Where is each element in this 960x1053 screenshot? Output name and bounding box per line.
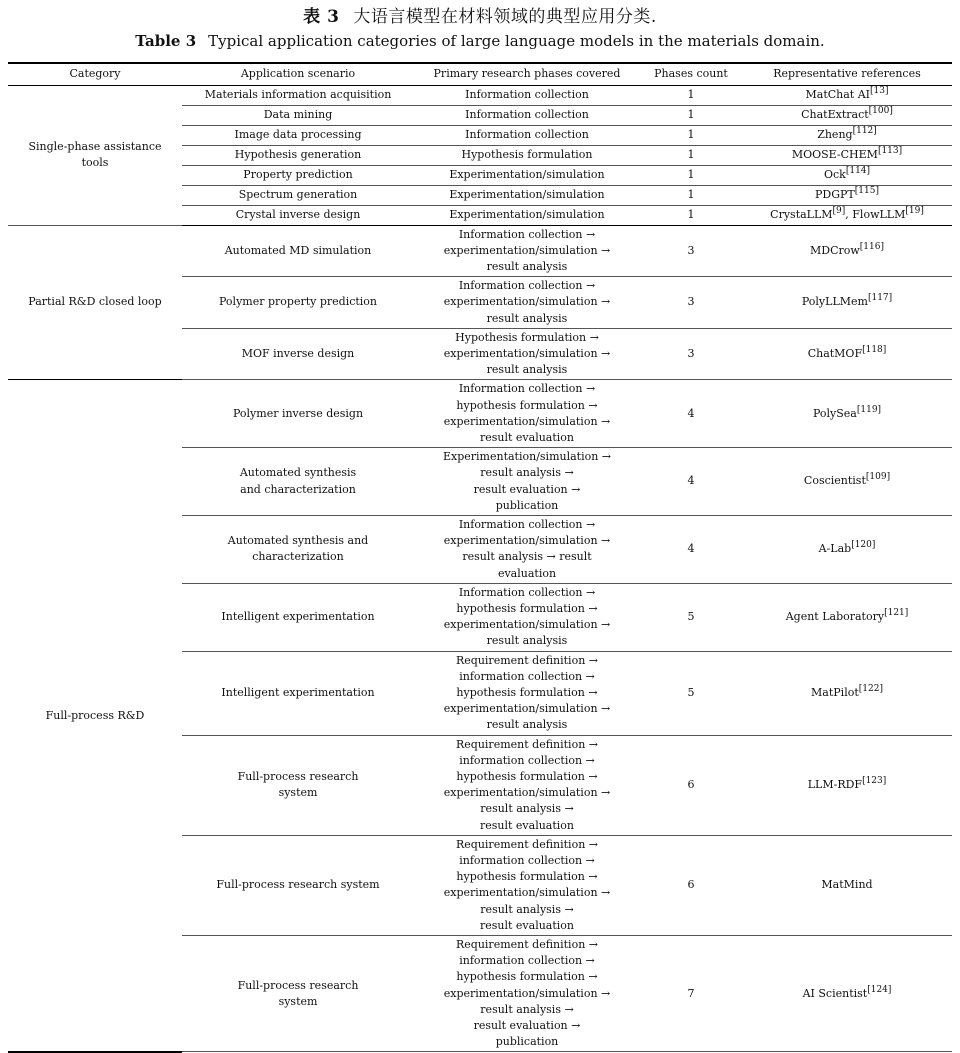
reference-name: Agent Laboratory	[785, 610, 885, 624]
phase-line: experimentation/simulation →	[443, 295, 611, 309]
reference-cell	[742, 105, 952, 125]
phases-cell	[414, 185, 640, 205]
reference-cell	[742, 936, 952, 1052]
citation-number: [122]	[858, 683, 883, 694]
phase-line: hypothesis formulation →	[456, 970, 598, 984]
phase-line: Information collection →	[458, 585, 596, 599]
citation-number: [112]	[852, 125, 877, 136]
phase-line: information collection →	[459, 954, 595, 968]
phase-line: experimentation/simulation →	[443, 986, 611, 1000]
phases-count-cell: 1	[640, 125, 742, 145]
reference-cell	[742, 225, 952, 277]
table-body	[8, 85, 952, 1052]
reference-name: AI Scientist	[802, 986, 868, 1000]
phase-line: Experimentation/simulation	[449, 167, 605, 181]
phase-line: publication	[495, 498, 559, 512]
reference-cell	[742, 583, 952, 651]
phase-line: information collection →	[459, 669, 595, 683]
phase-line: Hypothesis formulation →	[455, 330, 599, 344]
phase-line: experimentation/simulation →	[443, 346, 611, 360]
citation-number: [123]	[862, 776, 887, 787]
phases-count-cell: 4	[640, 515, 742, 583]
phases-count-cell: 5	[640, 583, 742, 651]
category-label: Single-phase assistance tools	[28, 139, 162, 169]
phase-line: Requirement definition →	[456, 938, 598, 952]
reference-name: Ock	[823, 167, 846, 181]
category-cell	[8, 85, 182, 225]
table-row	[8, 85, 952, 105]
scenario-cell	[182, 85, 414, 105]
phases-cell	[414, 125, 640, 145]
caption-english	[0, 30, 960, 52]
scenario-cell	[182, 105, 414, 125]
phase-line: Requirement definition →	[456, 837, 598, 851]
citation-number: [117]	[867, 293, 893, 304]
reference-cell	[742, 145, 952, 165]
phases-count-cell: 4	[640, 380, 742, 448]
reference-cell	[742, 448, 952, 516]
phase-line: Information collection →	[458, 279, 596, 293]
citation-number: [116]	[859, 241, 884, 252]
scenario-text: Automated MD simulation	[224, 243, 372, 257]
phases-count-cell: 6	[640, 835, 742, 935]
phase-line: result evaluation	[479, 918, 575, 932]
scenario-cell	[182, 936, 414, 1052]
reference-cell	[742, 165, 952, 185]
phase-line: result analysis	[486, 259, 568, 273]
phases-count-cell: 3	[640, 277, 742, 329]
caption-cn-text: 大语言模型在材料领域的典型应用分类.	[353, 7, 657, 27]
scenario-cell	[182, 185, 414, 205]
reference-cell	[742, 651, 952, 735]
reference-name: MDCrow	[810, 243, 860, 257]
scenario-text: Spectrum generation	[238, 187, 358, 201]
phases-cell	[414, 225, 640, 277]
scenario-cell	[182, 380, 414, 448]
scenario-cell	[182, 328, 414, 380]
reference-cell	[742, 380, 952, 448]
phase-line: result analysis →	[480, 466, 574, 480]
phase-line: result analysis	[486, 363, 568, 377]
scenario-text: Intelligent experimentation	[221, 610, 375, 624]
phases-cell	[414, 515, 640, 583]
phases-cell	[414, 583, 640, 651]
phase-line: experimentation/simulation →	[443, 534, 611, 548]
reference-cell	[742, 185, 952, 205]
phases-cell	[414, 835, 640, 935]
phases-count-cell: 1	[640, 185, 742, 205]
scenario-text: Image data processing	[234, 127, 362, 141]
reference-cell	[742, 205, 952, 225]
phases-count-cell: 3	[640, 328, 742, 380]
reference-name: MatChat AI	[805, 87, 871, 101]
header-category: Category	[8, 63, 182, 85]
phase-line: hypothesis formulation →	[456, 770, 598, 783]
citation-number: [109]	[865, 472, 891, 483]
scenario-cell	[182, 735, 414, 835]
phases-cell	[414, 165, 640, 185]
phase-line: result analysis	[486, 634, 568, 648]
phases-cell	[414, 380, 640, 448]
phase-line: result analysis →	[480, 902, 574, 916]
phase-line: Information collection	[465, 127, 589, 141]
reference-name: PolySea	[812, 406, 857, 420]
phase-line: experimentation/simulation →	[443, 886, 611, 900]
phase-line: experimentation/simulation →	[443, 414, 611, 428]
phases-cell	[414, 105, 640, 125]
phase-line: Requirement definition →	[456, 653, 598, 667]
scenario-cell	[182, 165, 414, 185]
scenario-text: Property prediction	[243, 167, 353, 181]
reference-name: Zheng	[817, 127, 853, 141]
caption-cn-label: 表 3	[303, 7, 340, 27]
scenario-cell	[182, 515, 414, 583]
caption-chinese	[0, 4, 960, 30]
phase-line: experimentation/simulation →	[443, 618, 611, 632]
scenario-text: Crystal inverse design	[235, 207, 361, 221]
phase-line: result analysis →	[480, 802, 574, 816]
reference-name: PolyLLMem	[801, 295, 868, 309]
table-caption	[0, 0, 960, 52]
citation-number: [13]	[870, 85, 889, 96]
phase-line: Information collection →	[458, 382, 596, 396]
scenario-cell	[182, 277, 414, 329]
scenario-text: Data mining	[263, 107, 333, 121]
scenario-line: and characterization	[240, 482, 356, 496]
scenario-line: Automated synthesis and	[227, 534, 369, 548]
scenario-cell	[182, 651, 414, 735]
citation-number: [19]	[905, 205, 924, 216]
phases-count-cell: 7	[640, 936, 742, 1052]
citation-number: [100]	[868, 105, 893, 116]
table-row	[8, 225, 952, 277]
phases-cell	[414, 651, 640, 735]
scenario-text: Materials information acquisition	[204, 87, 392, 101]
reference-name: , FlowLLM	[845, 207, 906, 221]
phase-line: Hypothesis formulation	[461, 147, 593, 161]
phase-line: experimentation/simulation →	[443, 702, 611, 716]
category-cell	[8, 225, 182, 380]
reference-name: MatPilot	[811, 685, 859, 699]
citation-number: [124]	[867, 984, 892, 995]
phases-count-cell: 3	[640, 225, 742, 277]
phase-line: information collection →	[459, 854, 595, 868]
scenario-line: Full-process research	[237, 770, 359, 783]
citation-number: [114]	[845, 165, 871, 176]
header-references: Representative references	[742, 63, 952, 85]
reference-cell	[742, 835, 952, 935]
phase-line: evaluation	[497, 566, 557, 580]
phase-line: Information collection	[465, 87, 589, 101]
phase-line: Information collection →	[458, 517, 596, 531]
scenario-line: Full-process research	[237, 978, 359, 992]
citation-number: [115]	[854, 185, 879, 196]
scenario-line: system	[278, 994, 318, 1008]
phases-count-cell: 1	[640, 105, 742, 125]
scenario-cell	[182, 145, 414, 165]
reference-cell	[742, 735, 952, 835]
scenario-cell	[182, 225, 414, 277]
header-research-phases: Primary research phases covered	[414, 63, 640, 85]
reference-cell	[742, 328, 952, 380]
citation-number: [120]	[851, 540, 876, 551]
phase-line: result evaluation	[479, 430, 575, 444]
phases-cell	[414, 277, 640, 329]
phases-cell	[414, 735, 640, 835]
phases-cell	[414, 85, 640, 105]
citation-number: [118]	[862, 344, 887, 355]
reference-name: ChatExtract	[801, 107, 869, 121]
scenario-text: MOF inverse design	[241, 346, 355, 360]
phase-line: result evaluation →	[473, 482, 581, 496]
scenario-text: Intelligent experimentation	[221, 685, 375, 699]
phase-line: experimentation/simulation →	[443, 243, 611, 257]
caption-en-label: Table 3	[135, 32, 197, 50]
citation-number: [119]	[856, 404, 882, 415]
category-cell	[8, 380, 182, 1052]
reference-name: CrystaLLM	[770, 207, 833, 221]
header-application-scenario: Application scenario	[182, 63, 414, 85]
phase-line: result evaluation	[479, 818, 575, 832]
reference-name: ChatMOF	[807, 346, 863, 360]
scenario-text: Polymer inverse design	[232, 406, 364, 420]
phase-line: hypothesis formulation →	[456, 685, 598, 699]
phase-line: Experimentation/simulation →	[442, 450, 612, 464]
phase-line: result analysis →	[480, 1002, 574, 1016]
scenario-line: characterization	[252, 550, 344, 564]
phases-count-cell: 1	[640, 165, 742, 185]
scenario-text: Hypothesis generation	[234, 147, 362, 161]
scenario-cell	[182, 583, 414, 651]
table-header-row	[8, 63, 952, 85]
phases-cell	[414, 328, 640, 380]
citation-number: [113]	[877, 145, 903, 156]
applications-table	[8, 62, 952, 1053]
phases-count-cell: 6	[640, 735, 742, 835]
category-label: Full-process R&D	[45, 708, 145, 722]
reference-name: MOOSE-CHEM	[791, 147, 878, 161]
phases-count-cell: 1	[640, 85, 742, 105]
reference-name: Coscientist	[803, 474, 866, 488]
category-label: Partial R&D closed loop	[28, 295, 162, 309]
phase-line: Information collection	[465, 107, 589, 121]
citation-number: [121]	[884, 608, 909, 619]
phases-count-cell: 1	[640, 205, 742, 225]
phases-count-cell: 1	[640, 145, 742, 165]
phases-cell	[414, 145, 640, 165]
phases-count-cell: 5	[640, 651, 742, 735]
scenario-cell	[182, 835, 414, 935]
phase-line: result evaluation →	[473, 1019, 581, 1033]
reference-cell	[742, 277, 952, 329]
phase-line: Information collection →	[458, 227, 596, 241]
phase-line: result analysis	[486, 311, 568, 325]
reference-cell	[742, 85, 952, 105]
scenario-line: system	[278, 786, 318, 800]
reference-name: LLM-RDF	[807, 778, 863, 792]
header-phases-count: Phases count	[640, 63, 742, 85]
scenario-cell	[182, 125, 414, 145]
scenario-text: Polymer property prediction	[218, 295, 378, 309]
scenario-line: Automated synthesis	[239, 466, 357, 480]
phases-cell	[414, 448, 640, 516]
table-row	[8, 380, 952, 448]
phase-line: result analysis → result	[462, 550, 592, 564]
reference-name: MatMind	[821, 878, 873, 892]
reference-cell	[742, 515, 952, 583]
phase-line: experimentation/simulation →	[443, 786, 611, 800]
phase-line: information collection →	[459, 753, 595, 767]
reference-cell	[742, 125, 952, 145]
phases-cell	[414, 936, 640, 1052]
phase-line: Experimentation/simulation	[449, 207, 605, 221]
phase-line: Experimentation/simulation	[449, 187, 605, 201]
phase-line: publication	[495, 1035, 559, 1049]
phase-line: hypothesis formulation →	[456, 870, 598, 884]
citation-number: [9]	[832, 205, 846, 216]
phase-line: hypothesis formulation →	[456, 398, 598, 412]
phase-line: result analysis	[486, 718, 568, 732]
phase-line: Requirement definition →	[456, 737, 598, 751]
caption-en-text: Typical application categories of large language models in the materials domain.	[208, 32, 825, 50]
reference-name: PDGPT	[815, 187, 855, 201]
scenario-cell	[182, 448, 414, 516]
phases-cell	[414, 205, 640, 225]
reference-name: A-Lab	[818, 542, 852, 556]
scenario-text: Full-process research system	[216, 878, 380, 892]
phases-count-cell: 4	[640, 448, 742, 516]
scenario-cell	[182, 205, 414, 225]
phase-line: hypothesis formulation →	[456, 601, 598, 615]
